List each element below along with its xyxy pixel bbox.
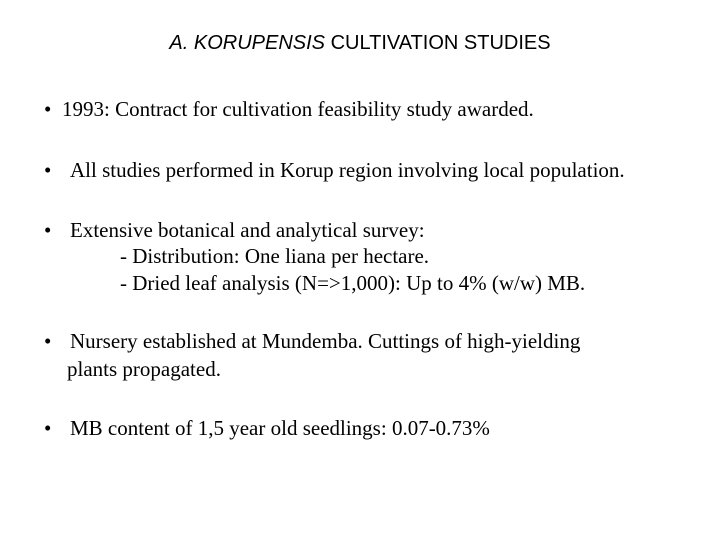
bullet-4-continuation: plants propagated. bbox=[67, 357, 221, 381]
bullet-3-sub-2: - Dried leaf analysis (N=>1,000): Up to 4% (w/w) MB. bbox=[120, 271, 586, 295]
bullet-1-text: 1993: Contract for cultivation feasibility study awarded. bbox=[62, 97, 534, 121]
bullet-marker: • bbox=[44, 329, 52, 353]
bullet-1 bbox=[44, 96, 534, 122]
title-species: A. KORUPENSIS bbox=[169, 32, 326, 54]
bullet-3-text: Extensive botanical and analytical survey: bbox=[70, 218, 425, 242]
bullet-marker: • bbox=[44, 158, 52, 182]
bullet-2-text: All studies performed in Korup region involving local population. bbox=[70, 158, 625, 182]
bullet-marker: • bbox=[44, 416, 52, 440]
title-rest: CULTIVATION STUDIES bbox=[325, 32, 551, 54]
bullet-3 bbox=[44, 217, 425, 243]
bullet-5-text: MB content of 1,5 year old seedlings: 0.07-0.73% bbox=[70, 416, 490, 440]
bullet-2 bbox=[44, 157, 625, 183]
bullet-4 bbox=[44, 328, 580, 354]
bullet-3-sub-1: - Distribution: One liana per hectare. bbox=[120, 244, 430, 268]
bullet-marker: • bbox=[44, 97, 52, 121]
bullet-marker: • bbox=[44, 218, 52, 242]
slide-title bbox=[0, 32, 720, 55]
bullet-5 bbox=[44, 415, 490, 441]
bullet-4-text: Nursery established at Mundemba. Cuttings of high-yielding bbox=[70, 329, 581, 353]
